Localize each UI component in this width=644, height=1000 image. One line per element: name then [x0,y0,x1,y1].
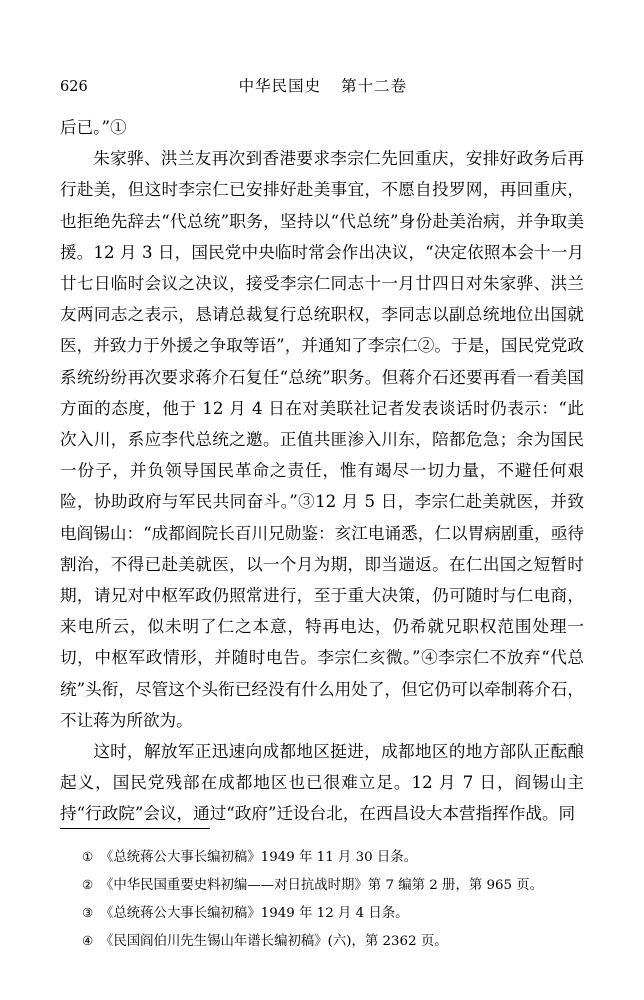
footnote-text: 《总统蒋公大事长编初稿》1949 年 11 月 30 日条。 [100,850,418,865]
footnote-item [60,899,584,927]
page-header [60,74,584,96]
footnote-item [60,927,584,955]
footnote-marker: ③ [82,905,94,920]
running-title [62,74,584,96]
footnote-item [60,843,584,871]
footnote-marker: ① [82,849,94,864]
paragraph: 朱家骅、洪兰友再次到香港要求李宗仁先回重庆，安排好政务后再行赴美，但这时李宗仁已安排好赴美事宜，不愿自投罗网，再回重庆，也拒绝先辞去“代总统”职务，坚持以“代总统”身份赴美治病，并争取美援。12 月 3 日，国民党中央临时常会作出决议，“决定依照本会十一月廿七日临时会议之决议，接受李宗仁同志十一月廿四日对朱家骅、洪兰友两同志之表示，恳请总裁复行总统职权，李同志以副总统地位出国就医，并致力于外援之争取等语”，并通知了李宗仁②。于是，国民党党政系统纷纷再次要求蒋介石复任“总统”职务。但蒋介石还要再看一看美国方面的态度，他于 12 月 4 日在对美联社记者发表谈话时仍表示：“此次入川，系应李代总统之邀。正值共匪渗入川东，陪都危急；余为国民一份子，并负领导国民革命之责任，惟有竭尽一切力量，不避任何艰险，协助政府与军民共同奋斗。”③12 月 5 日，李宗仁赴美就医，并致电阎锡山：“成都阎院长百川兄勋鉴：亥江电诵悉，仁以胃病剧重，亟待割治，不得已赴美就医，以一个月为期，即当遄返。在仁出国之短暂时期，请兄对中枢军政仍照常进行，至于重大决策，仍可随时与仁电商，来电所云，似未明了仁之本意，特再电达，仍希就兄职权范围处理一切，中枢军政情形，并随时电告。李宗仁亥微。”④李宗仁不放弃“代总统”头衔，尽管这个头衔已经没有什么用处了，但它仍可以牵制蒋介石，不让蒋为所欲为。 [60,149,584,730]
footnote-separator-rule [60,828,210,829]
footnote-marker: ② [82,877,94,892]
footnote-text: 《总统蒋公大事长编初稿》1949 年 12 月 4 日条。 [100,906,409,921]
page-number: 626 [60,79,88,95]
footnotes [60,828,584,955]
paragraph: 后已。”① [60,118,127,137]
volume-label: 第十二卷 [341,77,408,95]
footnote-marker: ④ [82,933,94,948]
footnote-text: 《中华民国重要史料初编——对日抗战时期》第 7 编第 2 册，第 965 页。 [100,878,544,893]
footnote-item [60,871,584,899]
book-title: 中华民国史 [238,77,322,95]
footnote-text: 《民国阎伯川先生锡山年谱长编初稿》(六)，第 2362 页。 [100,934,448,949]
body-text [60,112,584,830]
paragraph: 这时，解放军正迅速向成都地区挺进，成都地区的地方部队正酝酿起义，国民党残部在成都地区也已很难立足。12 月 7 日，阎锡山主持“行政院”会议，通过“政府”迁设台北，在西昌设大本营指挥作战。同 [60,742,584,824]
